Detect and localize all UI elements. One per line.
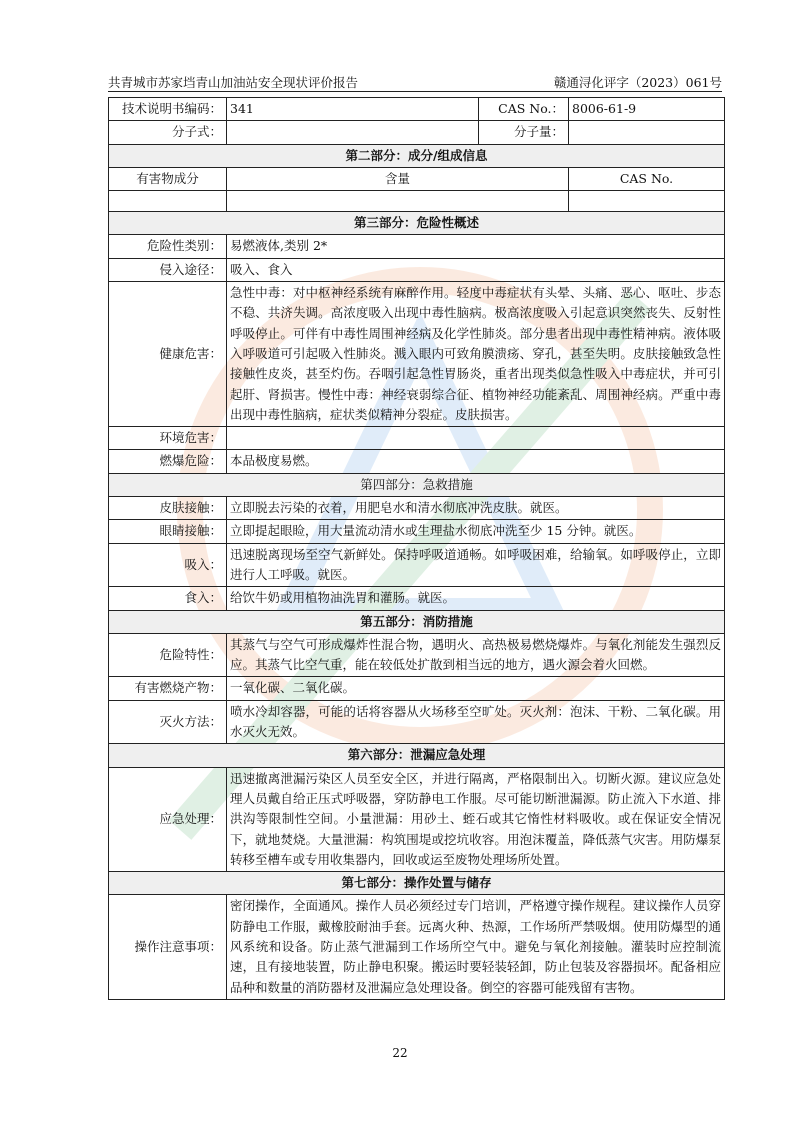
hazard-class-label: 危险性类别： <box>109 235 227 258</box>
emergency-handling-label: 应急处理： <box>109 767 227 871</box>
fire-hazard-label: 燃爆危险： <box>109 450 227 473</box>
content-header: 含量 <box>227 167 569 190</box>
content-cell <box>227 191 569 212</box>
ingestion-value: 给饮牛奶或用植物油洗胃和灌肠。就医。 <box>227 587 725 610</box>
section-4-title: 第四部分：急救措施 <box>109 473 725 496</box>
ingestion-label: 食入： <box>109 587 227 610</box>
msds-table <box>108 97 725 1000</box>
cas-label: CAS No.： <box>479 98 569 121</box>
inhalation-value: 迅速脱离现场至空气新鲜处。保持呼吸道通畅。如呼吸困难，给输氧。如呼吸停止，立即进行人工呼吸。就医。 <box>227 543 725 587</box>
combustion-products-value: 一氧化碳、二氧化碳。 <box>227 677 725 700</box>
molecular-weight-value <box>569 121 725 144</box>
combustion-products-label: 有害燃烧产物： <box>109 677 227 700</box>
section-7-title: 第七部分：操作处置与储存 <box>109 872 725 895</box>
section-3-title: 第三部分：危险性概述 <box>109 212 725 235</box>
skin-contact-label: 皮肤接触： <box>109 497 227 520</box>
header-report-title: 共青城市苏家垱青山加油站安全现状评价报告 <box>108 75 359 90</box>
operation-notes-label: 操作注意事项： <box>109 895 227 999</box>
molecular-weight-label: 分子量： <box>479 121 569 144</box>
skin-contact-value: 立即脱去污染的衣着，用肥皂水和清水彻底冲洗皮肤。就医。 <box>227 497 725 520</box>
extinguish-method-label: 灭火方法： <box>109 700 227 744</box>
entry-route-value: 吸入、食入 <box>227 258 725 281</box>
health-hazard-value: 急性中毒：对中枢神经系统有麻醉作用。轻度中毒症状有头晕、头痛、恶心、呕吐、步态不稳、共济失调。高浓度吸入出现中毒性脑病。极高浓度吸入引起意识突然丧失、反射性呼吸停止。可伴有中毒性周围神经病及化学性肺炎。部分患者出现中毒性精神病。液体吸入呼吸道可引起吸入性肺炎。溅入眼内可致角膜溃疡、穿孔，甚至失明。皮肤接触致急性接触性皮炎，甚至灼伤。吞咽引起急性胃肠炎，重者出现类似急性吸入中毒症状，并可引起肝、肾损害。慢性中毒：神经衰弱综合征、植物神经功能紊乱、周围神经病。严重中毒出现中毒性脑病，症状类似精神分裂症。皮肤损害。 <box>227 282 725 427</box>
section-2-title: 第二部分：成分/组成信息 <box>109 144 725 167</box>
health-hazard-label: 健康危害： <box>109 282 227 427</box>
section-6-title: 第六部分：泄漏应急处理 <box>109 744 725 767</box>
formula-value <box>227 121 479 144</box>
hazard-class-value: 易燃液体,类别 2* <box>227 235 725 258</box>
inhalation-label: 吸入： <box>109 543 227 587</box>
header-report-number: 赣通浔化评字（2023）061号 <box>553 75 722 90</box>
hazard-property-value: 其蒸气与空气可形成爆炸性混合物，遇明火、高热极易燃烧爆炸。与氧化剂能发生强烈反应。其蒸气比空气重，能在较低处扩散到相当远的地方，遇火源会着火回燃。 <box>227 633 725 677</box>
hazard-property-label: 危险特性： <box>109 633 227 677</box>
formula-label: 分子式： <box>109 121 227 144</box>
environment-hazard-value <box>227 427 725 450</box>
cas-header: CAS No. <box>569 167 725 190</box>
cas-value: 8006-61-9 <box>569 98 725 121</box>
extinguish-method-value: 喷水冷却容器，可能的话将容器从火场移至空旷处。灭火剂：泡沫、干粉、二氧化碳。用水灭火无效。 <box>227 700 725 744</box>
page-number: 22 <box>392 1046 408 1060</box>
component-cell <box>109 191 227 212</box>
component-header: 有害物成分 <box>109 167 227 190</box>
tech-code-label: 技术说明书编码： <box>109 98 227 121</box>
eye-contact-label: 眼睛接触： <box>109 520 227 543</box>
page-header <box>108 71 722 92</box>
entry-route-label: 侵入途径： <box>109 258 227 281</box>
emergency-handling-value: 迅速撤离泄漏污染区人员至安全区，并进行隔离，严格限制出入。切断火源。建议应急处理人员戴自给正压式呼吸器，穿防静电工作服。尽可能切断泄漏源。防止流入下水道、排洪沟等限制性空间。小量泄漏：用砂土、蛭石或其它惰性材料吸收。或在保证安全情况下，就地焚烧。大量泄漏：构筑围堤或挖坑收容。用泡沫覆盖，降低蒸气灾害。用防爆泵转移至槽车或专用收集器内，回收或运至废物处理场所处置。 <box>227 767 725 871</box>
eye-contact-value: 立即提起眼睑，用大量流动清水或生理盐水彻底冲洗至少 15 分钟。就医。 <box>227 520 725 543</box>
cas-cell <box>569 191 725 212</box>
tech-code-value: 341 <box>227 98 479 121</box>
environment-hazard-label: 环境危害： <box>109 427 227 450</box>
section-5-title: 第五部分：消防措施 <box>109 610 725 633</box>
operation-notes-value: 密闭操作，全面通风。操作人员必须经过专门培训，严格遵守操作规程。建议操作人员穿防静电工作服，戴橡胶耐油手套。远离火种、热源，工作场所严禁吸烟。使用防爆型的通风系统和设备。防止蒸气泄漏到工作场所空气中。避免与氧化剂接触。灌装时应控制流速，且有接地装置，防止静电积聚。搬运时要轻装轻卸，防止包装及容器损坏。配备相应品种和数量的消防器材及泄漏应急处理设备。倒空的容器可能残留有害物。 <box>227 895 725 999</box>
fire-hazard-value: 本品极度易燃。 <box>227 450 725 473</box>
